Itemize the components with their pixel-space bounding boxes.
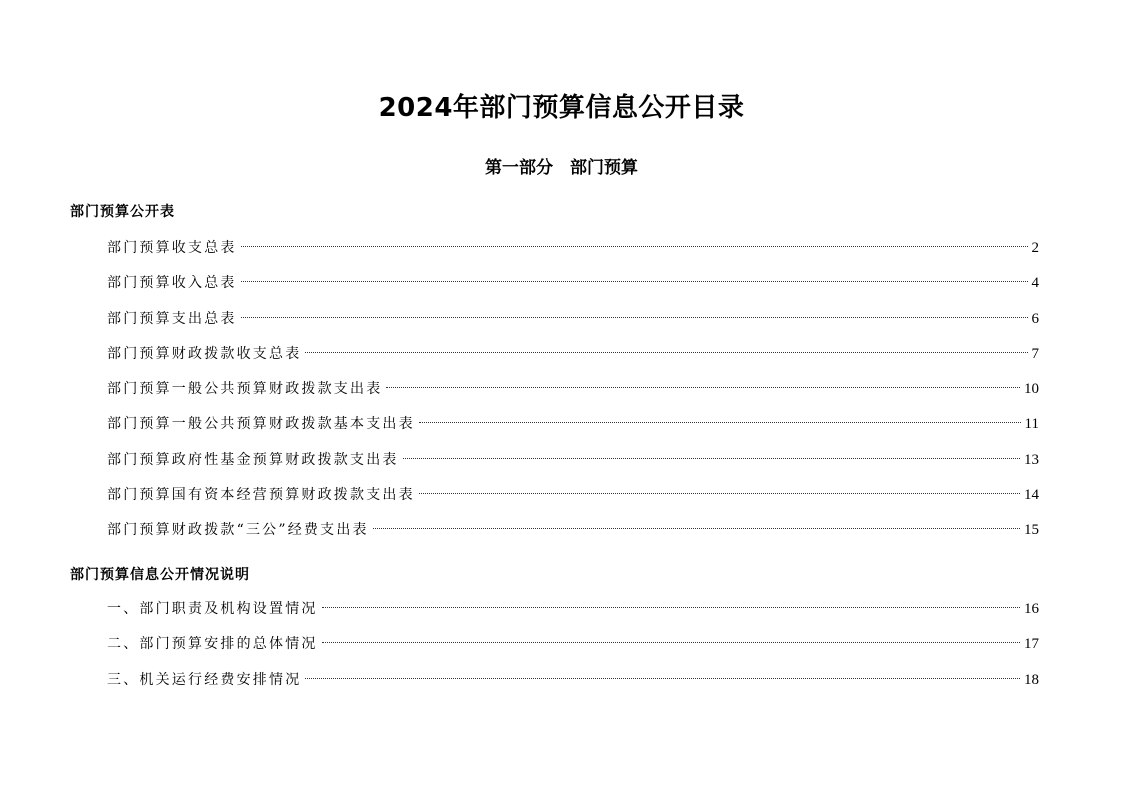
- toc-page-number: 4: [1031, 275, 1039, 292]
- toc-item-label: 部门预算一般公共预算财政拨款支出表: [107, 381, 383, 398]
- toc-page-number: 6: [1031, 310, 1039, 327]
- toc-page-number: 16: [1024, 601, 1039, 617]
- toc-item[interactable]: [107, 237, 1039, 272]
- toc-item-label: 部门预算一般公共预算财政拨款基本支出表: [107, 416, 415, 433]
- toc-item-label: 部门预算收支总表: [107, 240, 237, 256]
- toc-page-number: 14: [1024, 487, 1039, 504]
- toc-dot-leader: [386, 387, 1020, 388]
- toc-dot-leader: [373, 528, 1020, 529]
- toc-dot-leader: [241, 246, 1028, 247]
- toc-item-label: 部门预算政府性基金预算财政拨款支出表: [107, 451, 399, 468]
- toc-item-label: 部门预算国有资本经营预算财政拨款支出表: [107, 487, 415, 504]
- toc-dot-leader: [322, 607, 1020, 608]
- toc-dot-leader: [403, 458, 1020, 459]
- toc-item-label: 一、部门职责及机构设置情况: [107, 601, 318, 617]
- toc-dot-leader: [305, 678, 1020, 679]
- toc-item-label: 部门预算支出总表: [107, 310, 237, 327]
- toc-item-label: 三、机关运行经费安排情况: [107, 671, 302, 688]
- toc-page-number: 18: [1024, 671, 1039, 688]
- toc-item[interactable]: [107, 519, 1039, 554]
- toc-page-number: 10: [1024, 381, 1039, 398]
- toc-page-number: 17: [1024, 636, 1039, 653]
- toc-item-label: 部门预算收入总表: [107, 275, 237, 292]
- toc-dot-leader: [419, 493, 1020, 494]
- toc-item[interactable]: [107, 308, 1039, 343]
- toc-item[interactable]: [107, 272, 1039, 307]
- toc-item[interactable]: [107, 378, 1039, 413]
- toc-dot-leader: [305, 352, 1027, 353]
- toc-item-label: 部门预算财政拨款“三公”经费支出表: [107, 522, 369, 539]
- toc-page-number: 7: [1031, 345, 1039, 362]
- toc-item-label: 二、部门预算安排的总体情况: [107, 636, 318, 653]
- toc-item[interactable]: [107, 449, 1039, 484]
- toc-dot-leader: [241, 317, 1028, 318]
- toc-dot-leader: [322, 642, 1020, 643]
- toc-item[interactable]: [107, 633, 1039, 668]
- toc-page-number: 15: [1024, 522, 1039, 539]
- part-heading: 第一部分 部门预算: [485, 158, 638, 178]
- section-heading-budget-explanation: 部门预算信息公开情况说明: [70, 567, 250, 583]
- toc-item[interactable]: [107, 598, 1039, 633]
- toc-item[interactable]: [107, 669, 1039, 704]
- toc-list-budget-explanation: [107, 598, 1039, 704]
- toc-item-label: 部门预算财政拨款收支总表: [107, 345, 302, 362]
- toc-dot-leader: [419, 422, 1021, 423]
- toc-dot-leader: [241, 281, 1028, 282]
- toc-item[interactable]: [107, 413, 1039, 448]
- toc-page-number: 11: [1024, 416, 1039, 433]
- section-heading-budget-tables: 部门预算公开表: [70, 204, 175, 220]
- toc-item[interactable]: [107, 484, 1039, 519]
- toc-list-budget-tables: [107, 237, 1039, 555]
- toc-page-number: 2: [1031, 240, 1039, 256]
- document-title: 2024年部门预算信息公开目录: [378, 93, 745, 123]
- toc-item[interactable]: [107, 343, 1039, 378]
- toc-page-number: 13: [1024, 451, 1039, 468]
